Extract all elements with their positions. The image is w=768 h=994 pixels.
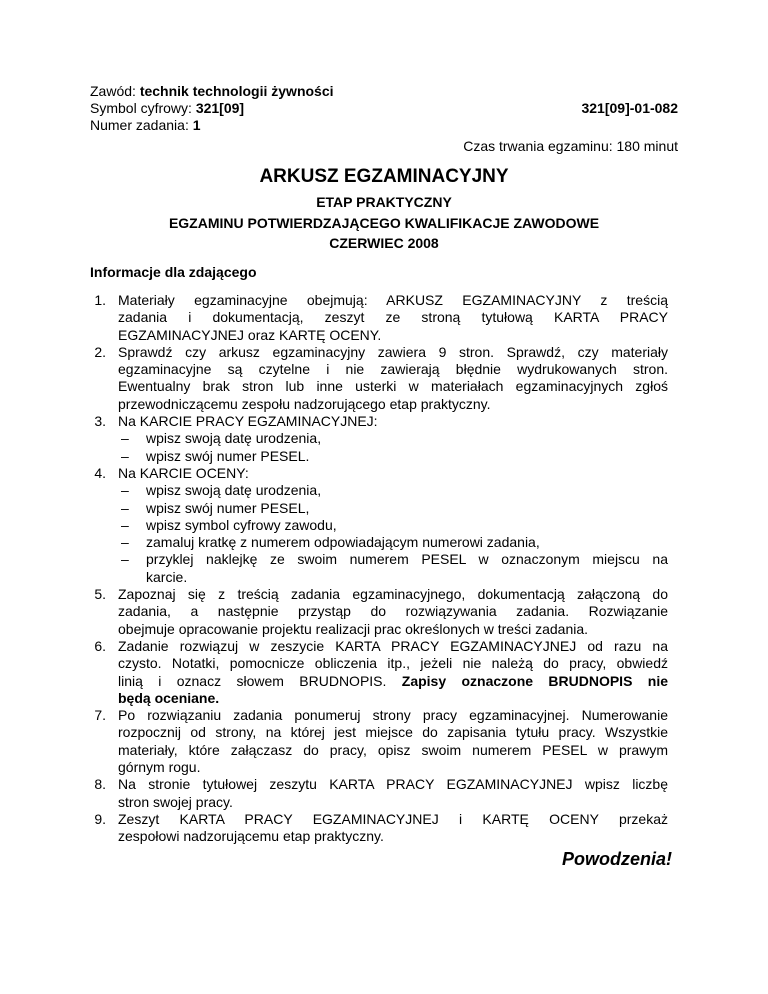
subtitle-exam: EGZAMINU POTWIERDZAJĄCEGO KWALIFIKACJE ZAWODOWE	[168, 214, 600, 231]
item-number: 8.	[94, 776, 106, 793]
list-item	[90, 707, 668, 776]
item-line: Na stronie tytułowej zeszytu KARTA PRACY EGZAMINACYJNEJ wpisz liczbę	[118, 776, 668, 793]
symbol-value: 321[09]	[195, 100, 245, 116]
item-line: Na KARCIE OCENY:	[118, 464, 249, 481]
item-line: przewodniczącemu zespołu nadzorującego etap praktyczny.	[118, 395, 491, 412]
sub-list-item: – przyklej naklejkę ze swoim numerem PESEL w oznaczonym miejscu na karcie.	[121, 551, 668, 585]
sub-list-item: – wpisz symbol cyfrowy zawodu,	[121, 516, 337, 533]
item-line: EGZAMINACYJNEJ oraz KARTĘ OCENY.	[118, 326, 382, 343]
item-line: Zeszyt KARTA PRACY EGZAMINACYJNEJ i KARTĘ OCENY przekaż	[118, 810, 668, 827]
item-line: obejmuje opracowanie projektu realizacji prac określonych w treści zadania.	[118, 620, 589, 637]
list-item	[90, 586, 668, 638]
list-item	[90, 465, 668, 586]
sub-list	[118, 430, 668, 465]
item-line: Na KARCIE PRACY EGZAMINACYJNEJ:	[118, 413, 378, 430]
list-item	[90, 776, 668, 811]
duration-line	[90, 138, 678, 155]
sub-list-item: – wpisz swój numer PESEL.	[121, 447, 310, 464]
item-number: 1.	[94, 292, 106, 308]
task-number-line	[90, 117, 678, 134]
item-number: 9.	[94, 810, 106, 827]
sub-list-item: – zamaluj kratkę z numerem odpowiadającym numerowi zadania,	[121, 534, 540, 551]
list-item	[90, 413, 668, 465]
brudnopis-warning: Zapisy oznaczone BRUDNOPIS nie	[401, 672, 668, 689]
item-line: Zapoznaj się z treścią zadania egzaminacyjnego, dokumentacją załączoną do	[118, 586, 668, 603]
item-number: 3.	[94, 413, 106, 430]
item-number: 2.	[94, 343, 106, 360]
sub-list	[118, 482, 668, 586]
item-line: zadania, a następnie przystąp do rozwiązywania zadania. Rozwiązanie	[118, 603, 668, 620]
list-item	[90, 344, 668, 413]
item-line: zadania i dokumentacją, zeszyt ze stroną tytułową KARTA PRACY	[118, 309, 668, 326]
info-heading: Informacje dla zdającego	[90, 264, 257, 280]
item-line: Ewentualny brak stron lub inne usterki w materiałach egzaminacyjnych zgłoś	[118, 378, 668, 395]
item-line: górnym rogu.	[118, 759, 201, 776]
list-item	[90, 292, 668, 344]
list-item	[90, 638, 668, 707]
item-line: czysto. Notatki, pomocnicze obliczenia itp., jeżeli nie należą do pracy, obwiedź	[118, 655, 668, 672]
exam-code: 321[09]-01-082	[581, 100, 678, 116]
item-line: Sprawdź czy arkusz egzaminacyjny zawiera 9 stron. Sprawdź, czy materiały	[118, 343, 668, 360]
item-number: 6.	[94, 637, 106, 654]
dash-bullet: –	[121, 551, 129, 568]
dash-bullet: –	[121, 534, 129, 551]
task-value: 1	[192, 117, 201, 133]
symbol-label: Symbol cyfrowy:	[90, 100, 192, 116]
profession-value: technik technologii żywności	[139, 83, 334, 99]
item-line: Po rozwiązaniu zadania ponumeruj strony pracy egzaminacyjnej. Numerowanie	[118, 707, 668, 724]
item-line: Materiały egzaminacyjne obejmują: ARKUSZ EGZAMINACYJNY z treścią	[118, 292, 668, 308]
sub-list-item: – wpisz swój numer PESEL,	[121, 499, 310, 516]
item-line: będą oceniane.	[118, 689, 220, 706]
profession-line	[90, 83, 678, 100]
item-number: 7.	[94, 707, 106, 724]
item-line: rozpocznij od strony, na której jest miejsce do zapisania tytułu pracy. Wszystkie	[118, 724, 668, 741]
item-line: linią i oznacz słowem BRUDNOPIS. Zapisy oznaczone BRUDNOPIS nie	[118, 672, 668, 689]
item-number: 5.	[94, 586, 106, 603]
item-number: 4.	[94, 464, 106, 481]
task-label: Numer zadania:	[90, 117, 189, 133]
item-line: egzaminacyjne są czytelne i nie zawierają błędnie wydrukowanych stron.	[118, 361, 668, 378]
document-title: ARKUSZ EGZAMINACYJNY	[259, 166, 509, 187]
item-line: zespołowi nadzorującemu etap praktyczny.	[118, 828, 384, 845]
dash-bullet: –	[121, 447, 129, 464]
dash-bullet: –	[121, 482, 129, 499]
item-line: materiały, które załączasz do pracy, opisz swoim numerem PESEL w prawym	[118, 741, 668, 758]
dash-bullet: –	[121, 499, 129, 516]
exam-header	[90, 83, 678, 155]
symbol-line	[90, 100, 678, 117]
exam-duration: Czas trwania egzaminu: 180 minut	[463, 138, 678, 154]
dash-bullet: –	[121, 430, 129, 447]
subtitle-date: CZERWIEC 2008	[329, 235, 439, 251]
item-line: stron swojej pracy.	[118, 793, 233, 810]
instructions-list	[90, 292, 668, 846]
document-subtitle	[0, 192, 768, 254]
subtitle-stage: ETAP PRAKTYCZNY	[316, 194, 452, 210]
closing-greeting: Powodzenia!	[561, 849, 672, 869]
sub-list-item: – wpisz swoją datę urodzenia,	[121, 482, 322, 499]
sub-list-item: – wpisz swoją datę urodzenia,	[121, 430, 322, 447]
profession-label: Zawód:	[90, 83, 136, 99]
list-item	[90, 811, 668, 846]
dash-bullet: –	[121, 516, 129, 533]
item-line: Zadanie rozwiązuj w zeszycie KARTA PRACY EGZAMINACYJNEJ od razu na	[118, 637, 668, 654]
